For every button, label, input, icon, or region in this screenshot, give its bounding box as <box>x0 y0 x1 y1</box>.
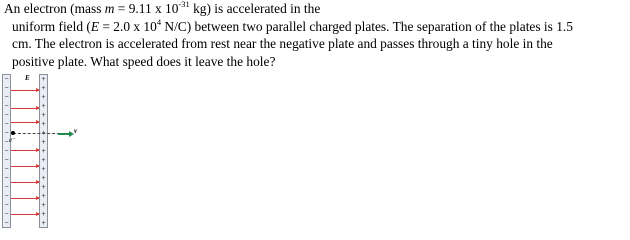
problem-line-3: cm. The electron is accelerated from rest near the negative plate and passes through a tiny hole in the <box>12 36 553 51</box>
velocity-label: v <box>74 127 78 135</box>
problem-text <box>4 0 628 70</box>
field-line <box>11 182 39 183</box>
plus-sign: + <box>41 148 46 155</box>
minus-sign: − <box>4 94 9 101</box>
minus-sign: − <box>4 112 9 119</box>
electron-label: e⁻ <box>9 136 16 144</box>
plus-sign: + <box>41 85 46 92</box>
parallel-plates-figure <box>0 70 100 230</box>
plus-sign: + <box>41 220 46 227</box>
field-label: E <box>25 74 30 82</box>
field-line <box>11 214 39 215</box>
velocity-arrow <box>58 133 70 135</box>
plus-sign: + <box>41 139 46 146</box>
electron-path <box>13 133 60 134</box>
plus-sign: + <box>41 130 46 137</box>
plus-sign: + <box>41 175 46 182</box>
field-line <box>11 198 39 199</box>
plus-sign: + <box>41 193 46 200</box>
plus-sign: + <box>41 211 46 218</box>
minus-sign: − <box>4 184 9 191</box>
minus-sign: − <box>4 76 9 83</box>
plus-sign: + <box>41 166 46 173</box>
plus-sign: + <box>41 94 46 101</box>
problem-line-1: An electron (mass m = 9.11 x $10^{-31}$ kg) is accelerated in the <box>4 0 321 16</box>
minus-sign: − <box>4 139 9 146</box>
plus-sign: + <box>41 112 46 119</box>
minus-sign: − <box>4 85 9 92</box>
minus-sign: − <box>4 175 9 182</box>
minus-sign: − <box>4 220 9 227</box>
plus-sign: + <box>41 103 46 110</box>
minus-sign: − <box>4 166 9 173</box>
field-line <box>11 122 39 123</box>
minus-sign: − <box>4 121 9 128</box>
field-line <box>11 90 39 91</box>
field-line <box>11 150 39 151</box>
minus-sign: − <box>4 202 9 209</box>
plus-sign: + <box>41 157 46 164</box>
minus-sign: − <box>4 157 9 164</box>
minus-sign: − <box>4 103 9 110</box>
minus-sign: − <box>4 130 9 137</box>
minus-sign: − <box>4 148 9 155</box>
plus-sign: + <box>41 202 46 209</box>
plus-sign: + <box>41 121 46 128</box>
plus-sign: + <box>41 184 46 191</box>
problem-line-2: uniform field (E = 2.0 x $10^4$ N/C) between two parallel charged plates. The separation of the plates is 1.5 <box>12 16 573 34</box>
minus-sign: − <box>4 211 9 218</box>
field-line <box>11 166 39 167</box>
problem-line-4: positive plate. What speed does it leave the hole? <box>12 53 276 69</box>
electron-dot <box>11 131 15 135</box>
plus-sign: + <box>41 76 46 83</box>
minus-sign: − <box>4 193 9 200</box>
field-line <box>11 108 39 109</box>
